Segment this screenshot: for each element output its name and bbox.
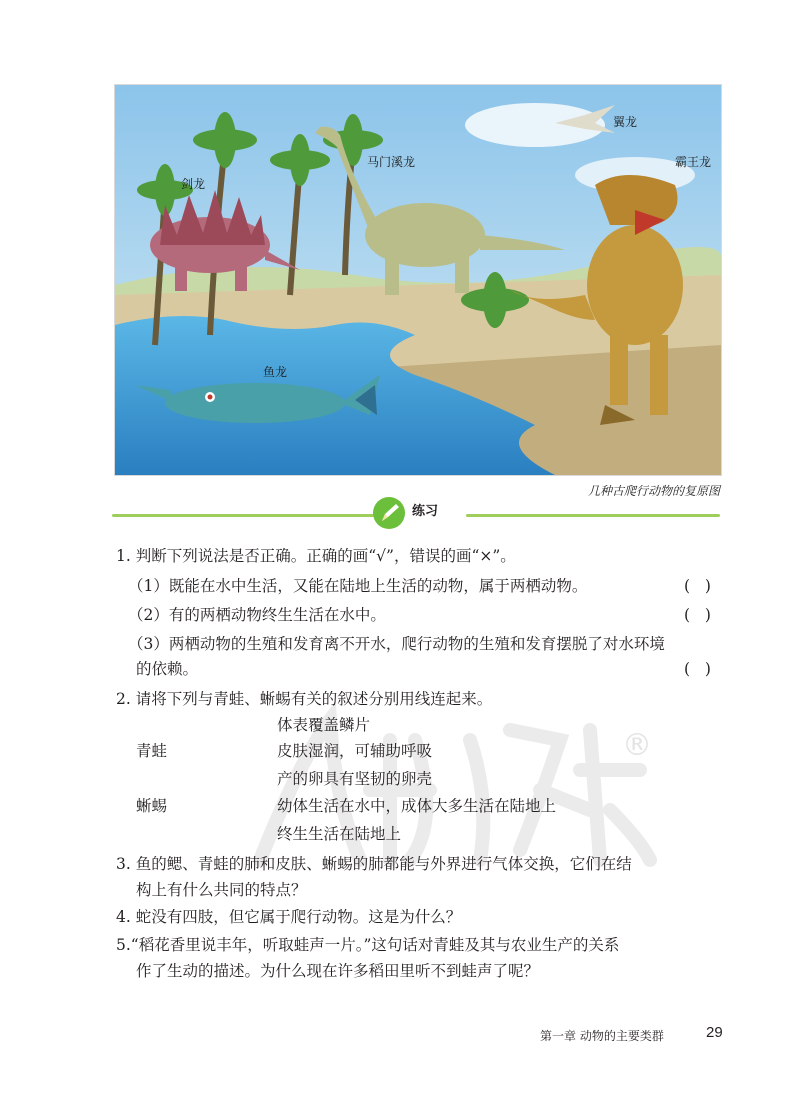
exercise-title: 练习 [412,504,439,519]
pencil-badge-icon [372,496,406,530]
q2-stem: 2. 请将下列与青蛙、蜥蜴有关的叙述分别用线连起来。 [116,690,493,708]
q1-item-3: （3）两栖动物的生殖和发育离不开水，爬行动物的生殖和发育摆脱了对水环境 [128,635,665,653]
figure-caption: 几种古爬行动物的复原图 [587,484,720,498]
q1-item-3-cont: 的依赖。 [136,660,199,678]
q2-right-2: 皮肤湿润，可辅助呼吸 [277,742,433,760]
label-bawanglong: 霸王龙 [675,155,712,169]
registered-mark: ® [622,728,652,763]
q2-left-frog: 青蛙 [136,742,168,760]
q3-line1: 3. 鱼的鳃、青蛙的肺和皮肤、蜥蜴的肺都能与外界进行气体交换，它们在结 [116,855,632,873]
q1-item-2: （2）有的两栖动物终生生活在水中。 [128,606,386,624]
exercise-rule-left [112,514,374,517]
footer-chapter: 第一章 动物的主要类群 [540,1029,664,1043]
q4-line1: 4. 蛇没有四肢，但它属于爬行动物。这是为什么？ [116,908,462,926]
q2-right-5: 终生生活在陆地上 [277,825,402,843]
dinosaur-scene-drawing [115,85,721,475]
q2-right-1: 体表覆盖鳞片 [277,716,371,734]
q3-line2: 构上有什么共同的特点？ [136,881,307,899]
label-yilong: 翼龙 [613,115,638,129]
label-jianlong: 剑龙 [181,177,206,191]
label-mamenxilong: 马门溪龙 [367,155,416,169]
q1-stem: 1. 判断下列说法是否正确。正确的画“√”，错误的画“×”。 [116,547,516,565]
q1-item-3-blank[interactable]: ( ) [684,660,711,678]
q2-right-4: 幼体生活在水中，成体大多生活在陆地上 [277,797,557,815]
q2-left-lizard: 蜥蜴 [136,797,168,815]
q1-item-1-blank[interactable]: ( ) [684,577,711,595]
q5-line2: 作了生动的描述。为什么现在许多稻田里听不到蛙声了呢？ [136,962,540,980]
exercise-rule-right [466,514,720,517]
dinosaur-illustration [114,84,722,476]
q5-line1: 5.“稻花香里说丰年，听取蛙声一片。”这句话对青蛙及其与农业生产的关系 [116,936,620,954]
q2-right-3: 产的卵具有坚韧的卵壳 [277,770,433,788]
q1-item-2-blank[interactable]: ( ) [684,606,711,624]
page-number: 29 [706,1024,723,1041]
label-yulong: 鱼龙 [263,365,288,379]
q1-item-1: （1）既能在水中生活，又能在陆地上生活的动物，属于两栖动物。 [128,577,588,595]
